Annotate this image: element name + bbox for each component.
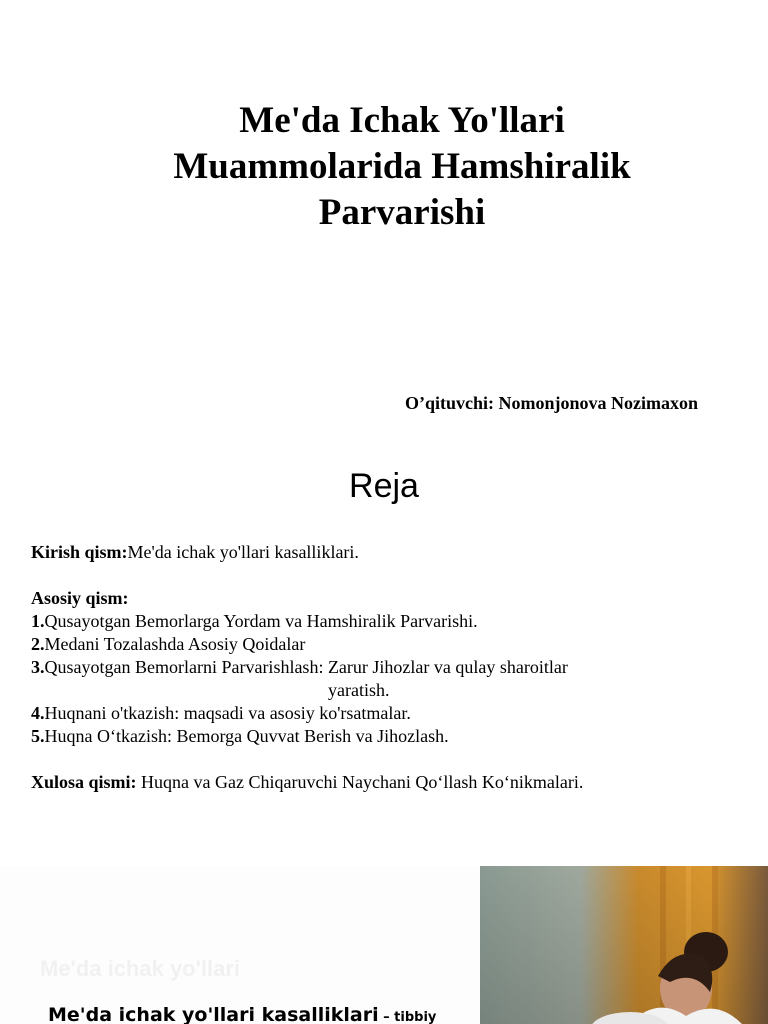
plan-item-text: Qusayotgan Bemorlarni Parvarishlash: Zarur Jihozlar va qulay sharoitlar xyxy=(44,657,568,677)
plan-item-number: 3. xyxy=(31,657,45,677)
intro-text: Me'da ichak yo'llari kasalliklari. xyxy=(127,542,359,562)
next-slide-preview xyxy=(0,866,768,1024)
conclusion-text: Huqna va Gaz Chiqaruvchi Naychani Qo‘llash Ko‘nikmalari. xyxy=(136,772,584,792)
plan-item-text: Qusayotgan Bemorlarga Yordam va Hamshiralik Parvarishi. xyxy=(44,611,478,631)
lead-bold: Me'da ichak yo'llari kasalliklari xyxy=(48,1004,379,1024)
lead-rest: – tibbiy xyxy=(378,1010,437,1024)
intro-label: Kirish qism: xyxy=(31,542,128,562)
main-label: Asosiy qism: xyxy=(31,588,129,608)
main-label-row xyxy=(31,587,651,610)
plan-item-continuation: yaratish. xyxy=(328,680,390,700)
plan-list xyxy=(31,541,651,794)
plan-item xyxy=(31,610,651,633)
plan-item-text: Huqna O‘tkazish: Bemorga Quvvat Berish va Jihozlash. xyxy=(44,726,449,746)
plan-item-text: Medani Tozalashda Asosiy Qoidalar xyxy=(44,634,306,654)
plan-item xyxy=(31,725,651,748)
faint-heading: Me'da ichak yo'llari xyxy=(40,956,240,981)
plan-item-number: 4. xyxy=(31,703,45,723)
teacher-name: O’qituvchi: Nomonjonova Nozimaxon xyxy=(404,393,698,413)
plan-heading: Reja xyxy=(349,467,419,505)
plan-item xyxy=(31,656,651,679)
intro-row xyxy=(31,541,651,564)
title-line: Muammolarida Hamshiralik xyxy=(173,146,631,187)
plan-item-number: 5. xyxy=(31,726,45,746)
title-line: Me'da Ichak Yo'llari xyxy=(239,100,565,141)
plan-item-number: 1. xyxy=(31,611,45,631)
slide2-lead xyxy=(48,1004,436,1024)
conclusion-row xyxy=(31,771,651,794)
plan-item xyxy=(31,702,651,725)
title-line: Parvarishi xyxy=(318,192,486,233)
conclusion-label: Xulosa qismi: xyxy=(31,772,137,792)
plan-item-number: 2. xyxy=(31,634,45,654)
plan-item xyxy=(31,633,651,656)
plan-item-text: Huqnani o'tkazish: maqsadi va asosiy ko'rsatmalar. xyxy=(44,703,411,723)
document-title xyxy=(100,98,704,236)
nurse-photo xyxy=(480,866,768,1024)
